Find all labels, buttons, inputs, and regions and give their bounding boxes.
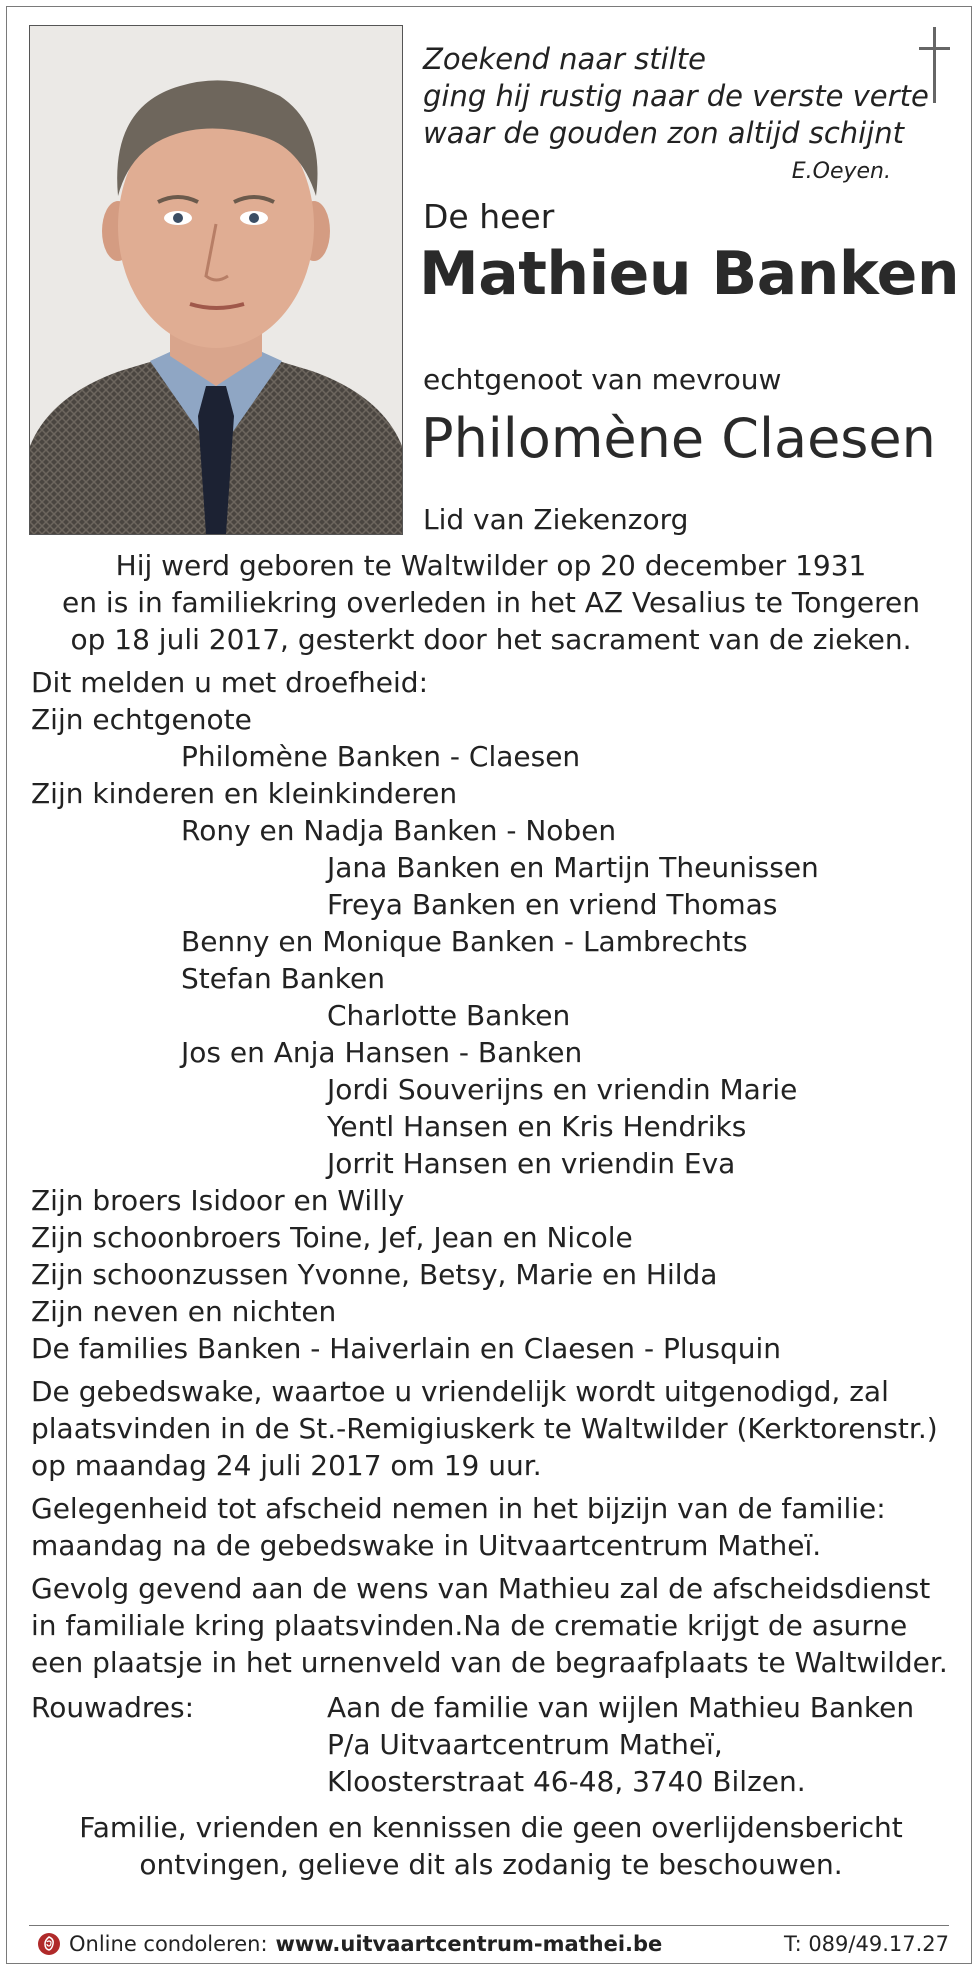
vigil-paragraph [31,1373,951,1484]
family-member: Jorrit Hansen en vriendin Eva [327,1147,736,1180]
announcement-line: en is in familiekring overleden in het AZ Vesalius te Tongeren [62,586,920,619]
poem-author: E.Oeyen. [791,159,891,184]
family-intro: Dit melden u met droefheid: [31,666,429,699]
announcement-line: Hij werd geboren te Waltwilder op 20 december 1931 [115,549,867,582]
family-member: Benny en Monique Banken - Lambrechts [181,925,748,958]
family-member: Jos en Anja Hansen - Banken [181,1036,583,1069]
family-list [31,664,951,1367]
condolence-label: Online condoleren: [69,1932,268,1956]
paragraph-line: Gelegenheid tot afscheid nemen in het bijzijn van de familie: [31,1492,886,1525]
poem-line: Zoekend naar stilte [423,42,706,76]
portrait-photo [29,25,403,535]
family-member: Freya Banken en vriend Thomas [327,888,778,921]
salutation: De heer [423,197,555,236]
obituary-card [6,6,972,1964]
membership: Lid van Ziekenzorg [423,503,689,536]
phone-number: T: 089/49.17.27 [784,1932,949,1956]
announcement [31,547,951,658]
announcement-line: op 18 juli 2017, gesterkt door het sacrament van de zieken. [70,623,912,656]
poem-line: waar de gouden zon altijd schijnt [423,116,905,150]
address-line: Kloosterstraat 46-48, 3740 Bilzen. [327,1765,806,1798]
poem-line: ging hij rustig naar de verste verte [423,79,929,113]
family-member: Jana Banken en Martijn Theunissen [327,851,819,884]
mourning-address-lines [327,1689,914,1800]
farewell-paragraph [31,1490,951,1564]
family-member: Charlotte Banken [327,999,571,1032]
address-line: P/a Uitvaartcentrum Matheï, [327,1728,723,1761]
family-member: Jordi Souverijns en vriendin Marie [327,1073,798,1106]
children-heading: Zijn kinderen en kleinkinderen [31,777,458,810]
closing-note [31,1809,951,1883]
obituary-body [31,547,951,1883]
family-member: Philomène Banken - Claesen [181,740,581,773]
spouse-name: Philomène Claesen [421,407,936,470]
closing-line: Familie, vrienden en kennissen die geen overlijdensbericht [79,1811,903,1844]
mourning-address [31,1689,951,1803]
family-member: De families Banken - Haiverlain en Claesen - Plusquin [31,1332,781,1365]
deceased-name: Mathieu Banken [419,239,960,309]
spouse-intro: echtgenoot van mevrouw [423,363,782,396]
condolence-url-link[interactable]: www.uitvaartcentrum-mathei.be [275,1932,663,1956]
family-member: Zijn neven en nichten [31,1295,337,1328]
paragraph-line: De gebedswake, waartoe u vriendelijk wordt uitgenodigd, zal [31,1375,889,1408]
paragraph-line: op maandag 24 juli 2017 om 19 uur. [31,1449,542,1482]
address-line: Aan de familie van wijlen Mathieu Banken [327,1691,915,1724]
wishes-paragraph [31,1570,951,1681]
paragraph-line: maandag na de gebedswake in Uitvaartcentrum Matheï. [31,1529,822,1562]
condolence-link-group [37,1932,662,1956]
paragraph-line: in familiale kring plaatsvinden.Na de crematie krijgt de asurne [31,1609,908,1642]
paragraph-line: plaatsvinden in de St.-Remigiuskerk te Waltwilder (Kerktorenstr.) [31,1412,938,1445]
family-member: Zijn broers Isidoor en Willy [31,1184,405,1217]
rose-icon [37,1932,61,1956]
paragraph-line: een plaatsje in het urnenveld van de begraafplaats te Waltwilder. [31,1646,948,1679]
spouse-heading: Zijn echtgenote [31,703,252,736]
paragraph-line: Gevolg gevend aan de wens van Mathieu zal de afscheidsdienst [31,1572,931,1605]
family-member: Rony en Nadja Banken - Noben [181,814,617,847]
family-member: Yentl Hansen en Kris Hendriks [327,1110,747,1143]
poem [423,41,929,152]
mourning-address-label: Rouwadres: [31,1691,195,1724]
footer-divider [29,1925,949,1926]
family-member: Zijn schoonbroers Toine, Jef, Jean en Nicole [31,1221,633,1254]
closing-line: ontvingen, gelieve dit als zodanig te beschouwen. [139,1848,843,1881]
footer [37,1932,949,1960]
family-member: Zijn schoonzussen Yvonne, Betsy, Marie en Hilda [31,1258,718,1291]
family-member: Stefan Banken [181,962,385,995]
